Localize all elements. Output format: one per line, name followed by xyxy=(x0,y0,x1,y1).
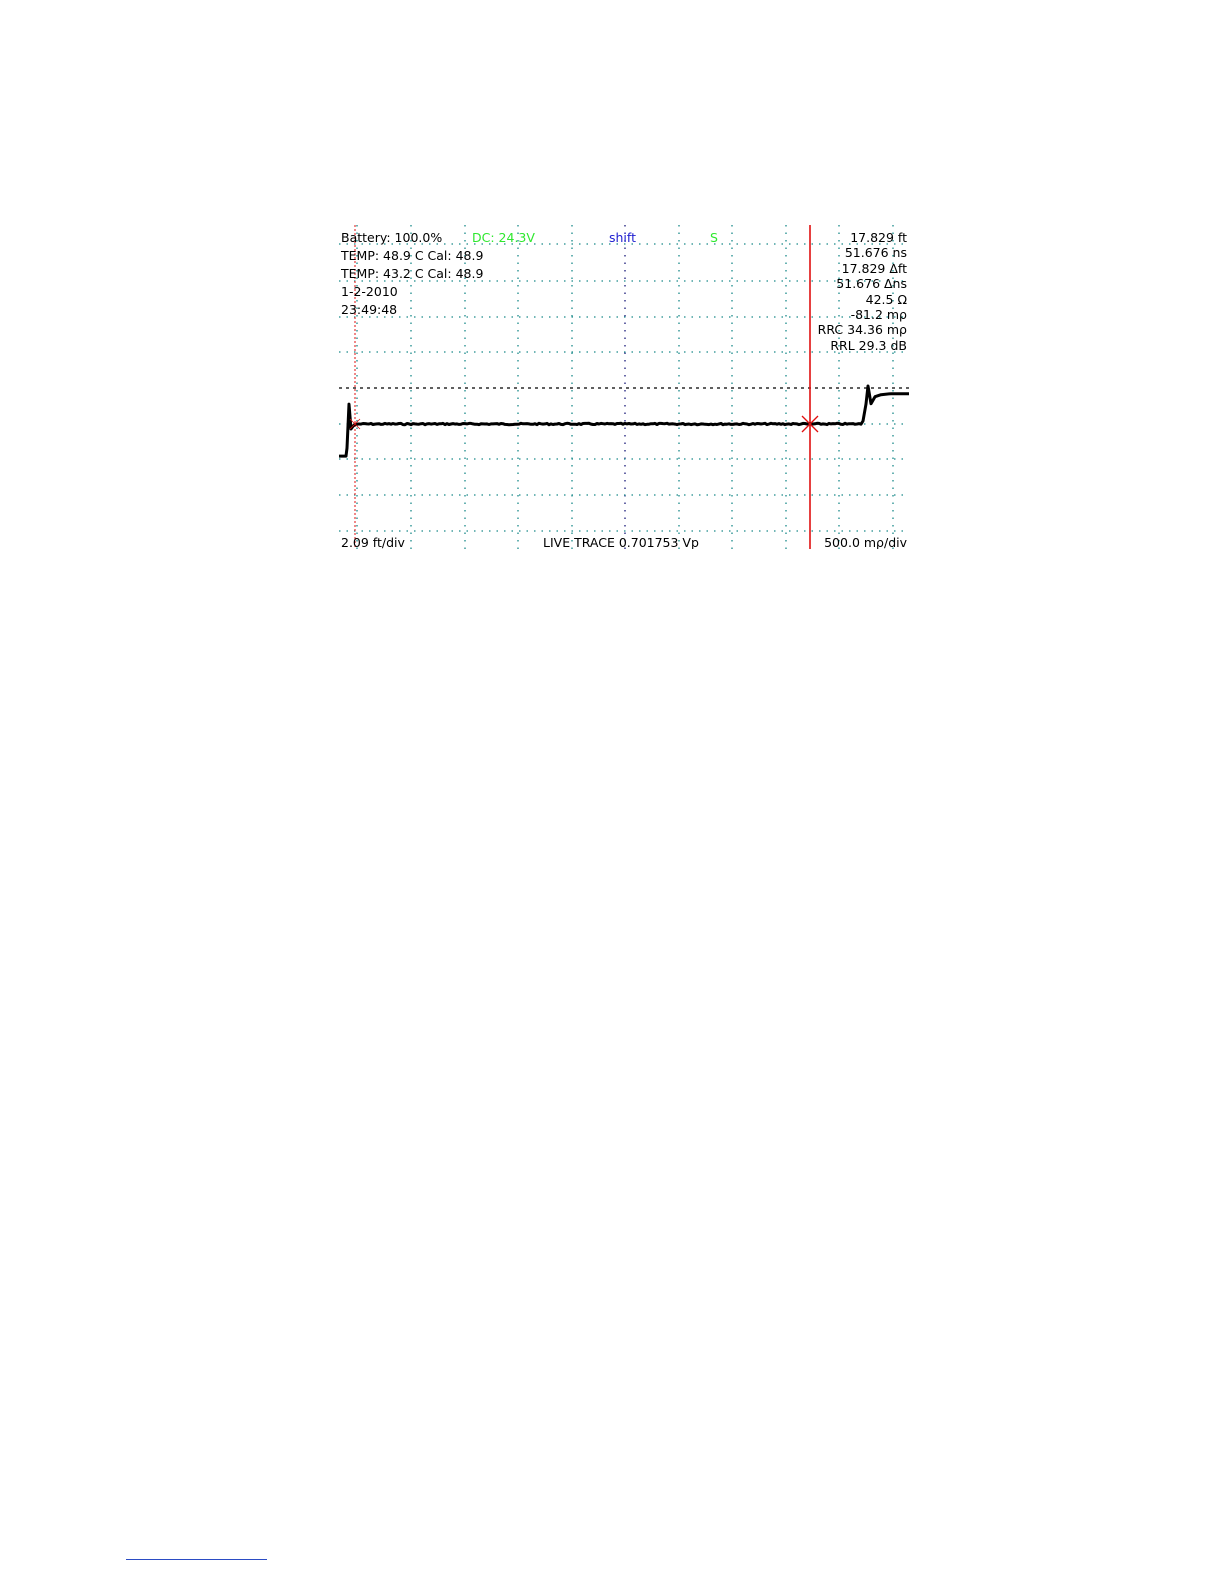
live-trace-waveform xyxy=(339,386,909,456)
vertical-scale-label: 500.0 mρ/div xyxy=(824,535,907,549)
delta-time-readout: 51.676 Δns xyxy=(836,276,907,291)
horizontal-scale-label: 2.09 ft/div xyxy=(341,535,405,549)
shift-indicator: shift xyxy=(609,230,636,245)
reflection-coefficient-readout: -81.2 mρ xyxy=(850,307,907,322)
time-display: 23:49:48 xyxy=(341,302,398,317)
tdr-display-screen xyxy=(339,225,909,549)
temperature-reading-1: TEMP: 48.9 C Cal: 48.9 xyxy=(341,248,484,263)
rrc-readout: RRC 34.36 mρ xyxy=(817,322,907,337)
date-display: 1-2-2010 xyxy=(341,284,398,299)
footnote-separator-line xyxy=(126,1559,267,1560)
impedance-readout: 42.5 Ω xyxy=(865,292,907,307)
s-indicator: S xyxy=(710,230,718,245)
dc-voltage-status: DC: 24.3V xyxy=(472,230,535,245)
time-readout: 51.676 ns xyxy=(844,245,907,260)
battery-status: Battery: 100.0% xyxy=(341,230,443,245)
temperature-reading-2: TEMP: 43.2 C Cal: 48.9 xyxy=(341,266,484,281)
live-trace-label: LIVE TRACE 0.701753 Vp xyxy=(543,535,699,549)
rrl-readout: RRL 29.3 dB xyxy=(830,338,907,353)
distance-readout: 17.829 ft xyxy=(850,230,907,245)
delta-distance-readout: 17.829 Δft xyxy=(841,261,907,276)
